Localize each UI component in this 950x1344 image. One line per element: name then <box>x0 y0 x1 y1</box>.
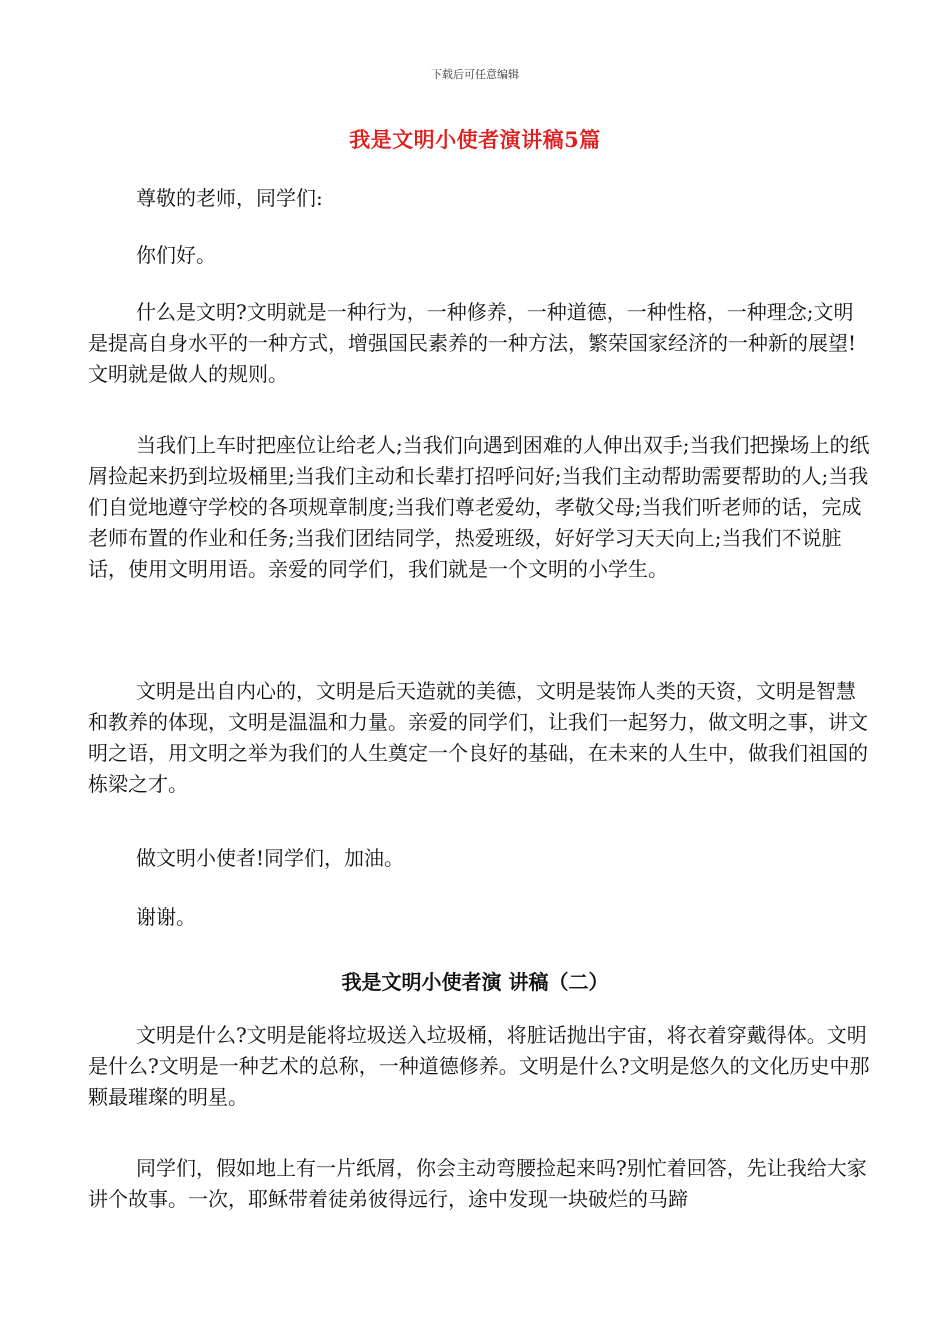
paragraph-story: 同学们，假如地上有一片纸屑，你会主动弯腰捡起来吗?别忙着回答，先让我给大家讲个故事。一次，耶稣带着徒弟彼得远行，途中发现一块破烂的马蹄 <box>88 1156 867 1211</box>
paragraph-cheer: 做文明小使者!同学们，加油。 <box>136 846 405 870</box>
section-title-two: 我是文明小使者演 讲稿（二） <box>341 970 609 994</box>
paragraph-civilization-from-heart: 文明是出自内心的，文明是后天造就的美德，文明是装饰人类的天资，文明是智慧和教养的体现，文明是温温和力量。亲爱的同学们，让我们一起努力，做文明之事，讲文明之语，用文明之举为我们的人生奠定一个良好的基础，在未来的人生中，做我们祖国的栋梁之才。 <box>88 679 868 796</box>
paragraph-when-we: 当我们上车时把座位让给老人;当我们向遇到困难的人伸出双手;当我们把操场上的纸屑捡起来扔到垃圾桶里;当我们主动和长辈打招呼问好;当我们主动帮助需要帮助的人;当我们自觉地遵守学校的各项规章制度;当我们尊老爱幼，孝敬父母;当我们听老师的话，完成老师布置的作业和任务;当我们团结同学，热爱班级，好好学习天天向上;当我们不说脏话，使用文明用语。亲爱的同学们，我们就是一个文明的小学生。 <box>88 433 870 581</box>
paragraph-thanks: 谢谢。 <box>136 905 196 929</box>
header-note: 下载后可任意编辑 <box>431 68 519 81</box>
paragraph-hello: 你们好。 <box>136 243 216 267</box>
document-title: 我是文明小使者演讲稿5篇 <box>349 127 601 152</box>
paragraph-greeting: 尊敬的老师，同学们: <box>136 186 323 210</box>
paragraph-what-is-civilization-2: 文明是什么?文明是能将垃圾送入垃圾桶，将脏话抛出宇宙，将衣着穿戴得体。文明是什么?文明是一种艺术的总称，一种道德修养。文明是什么?文明是悠久的文化历史中那颗最璀璨的明星。 <box>88 1023 870 1109</box>
paragraph-what-is-civilization: 什么是文明?文明就是一种行为，一种修养，一种道德，一种性格，一种理念;文明是提高自身水平的一种方式，增强国民素养的一种方法，繁荣国家经济的一种新的展望!文明就是做人的规则。 <box>88 300 857 386</box>
